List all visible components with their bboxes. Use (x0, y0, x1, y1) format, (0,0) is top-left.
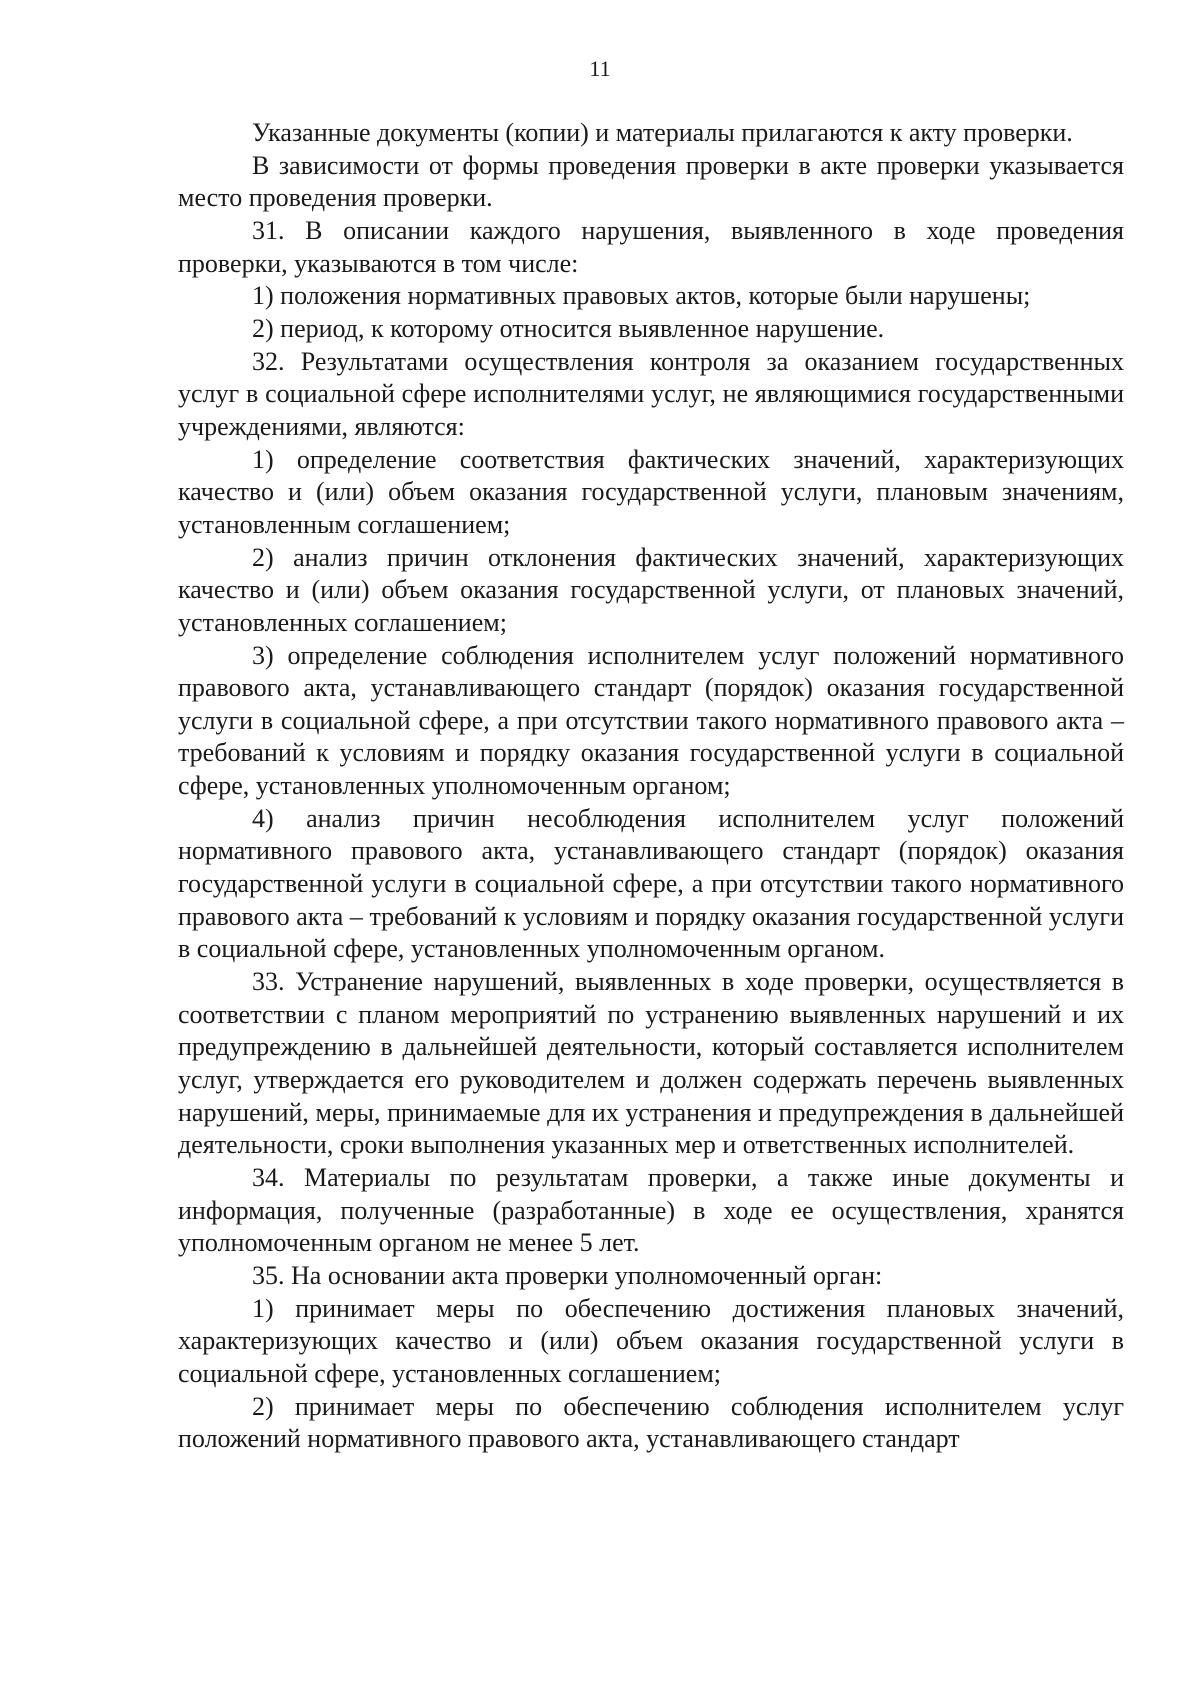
paragraph-32-item-1: 1) определение соответствия фактических значений, характеризующих качество и (или) объем оказания государственной услуги, плановым значениям, установленным соглашением; (178, 444, 1124, 539)
paragraph-inspection-place: В зависимости от формы проведения проверки в акте проверки указывается место проведения проверки. (178, 150, 1124, 213)
page-number: 11 (589, 56, 611, 81)
paragraph-35-item-1: 1) принимает меры по обеспечению достижения плановых значений, характеризующих качество и (или) объем оказания государственной услуги в социальной сфере, установленных соглашением; (178, 1293, 1124, 1388)
paragraph-32-item-3: 3) определение соблюдения исполнителем услуг положений нормативного правового акта, устанавливающего стандарт (порядок) оказания государственной услуги в социальной сфере, а при отсутствии такого нормативного правового акта – требований к условиям и порядку оказания государственной услуги в социальной сфере, установленных уполномоченным органом; (178, 640, 1124, 801)
paragraph-34: 34. Материалы по результатам проверки, а также иные документы и информация, полученные (разработанные) в ходе ее осуществления, хранятся уполномоченным органом не менее 5 лет. (178, 1163, 1124, 1258)
paragraph-31: 31. В описании каждого нарушения, выявленного в ходе проведения проверки, указываются в том числе: (178, 215, 1124, 278)
paragraph-35-item-2: 2) принимает меры по обеспечению соблюдения исполнителем услуг положений нормативного правового акта, устанавливающего стандарт (178, 1391, 1124, 1454)
document-body (178, 117, 1124, 1456)
paragraph-33: 33. Устранение нарушений, выявленных в ходе проверки, осуществляется в соответствии с планом мероприятий по устранению выявленных нарушений и их предупреждению в дальнейшей деятельности, который составляется исполнителем услуг, утверждается его руководителем и должен содержать перечень выявленных нарушений, меры, принимаемые для их устранения и предупреждения в дальнейшей деятельности, сроки выполнения указанных мер и ответственных исполнителей. (178, 967, 1124, 1160)
paragraph-31-item-2: 2) период, к которому относится выявленное нарушение. (252, 313, 885, 343)
paragraph-32: 32. Результатами осуществления контроля за оказанием государственных услуг в социальной сфере исполнителями услуг, не являющимися государственными учреждениями, являются: (178, 346, 1124, 441)
paragraph-documents-attached: Указанные документы (копии) и материалы прилагаются к акту проверки. (252, 118, 1073, 147)
paragraph-32-item-4: 4) анализ причин несоблюдения исполнителем услуг положений нормативного правового акта, устанавливающего стандарт (порядок) оказания государственной услуги в социальной сфере, а при отсутствии такого нормативного правового акта – требований к условиям и порядку оказания государственной услуги в социальной сфере, установленных уполномоченным органом. (178, 803, 1124, 964)
paragraph-31-item-1: 1) положения нормативных правовых актов, которые были нарушены; (252, 281, 1031, 311)
paragraph-35: 35. На основании акта проверки уполномоченный орган: (252, 1260, 883, 1290)
paragraph-32-item-2: 2) анализ причин отклонения фактических значений, характеризующих качество и (или) объем оказания государственной услуги, от плановых значений, установленных соглашением; (178, 542, 1124, 637)
